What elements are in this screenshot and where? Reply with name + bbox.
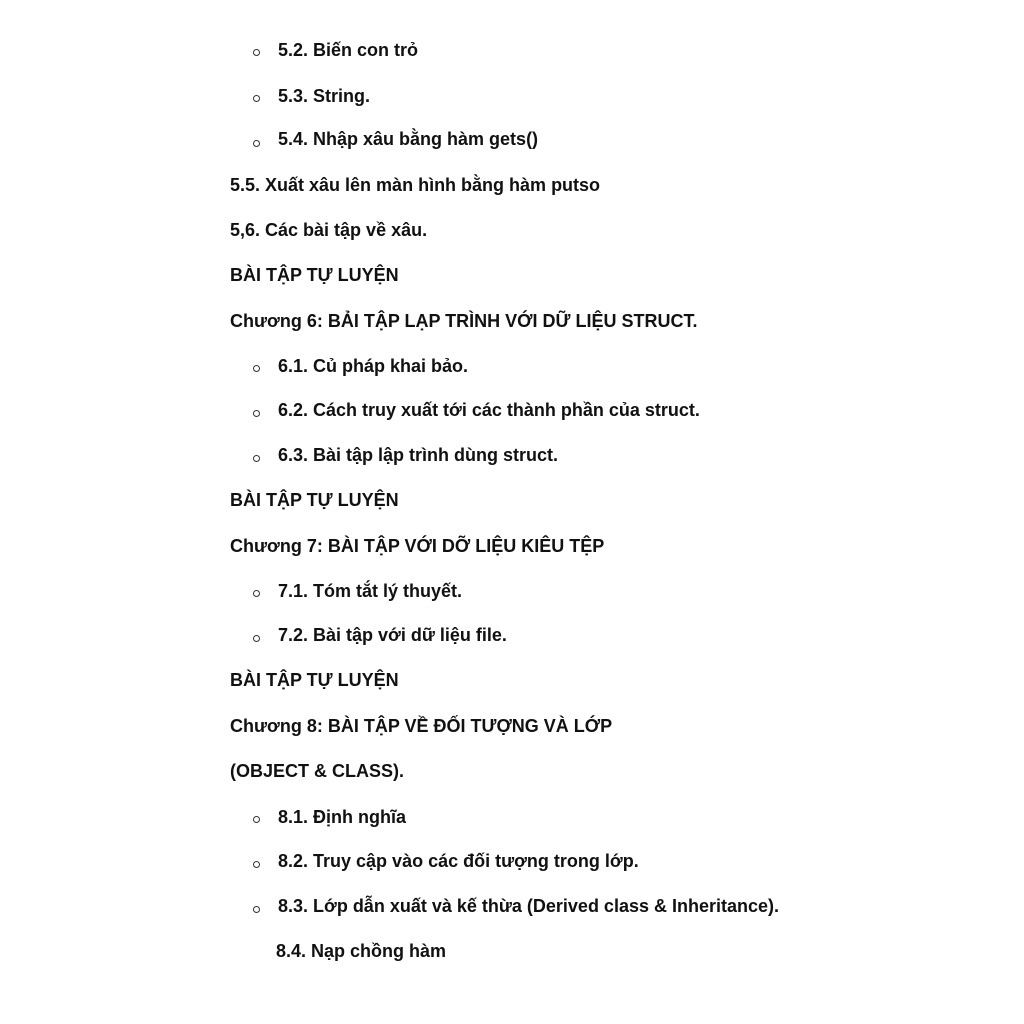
section-practice-heading: BÀI TẬP TỰ LUYỆN xyxy=(230,670,399,690)
bullet-icon xyxy=(253,861,260,868)
chapter-6-heading: Chương 6: BẢI TẬP LẠP TRÌNH VỚI DỮ LIỆU STRUCT. xyxy=(230,311,698,331)
bullet-icon xyxy=(253,635,260,642)
toc-item-7-2: 7.2. Bài tập với dữ liệu file. xyxy=(278,625,507,645)
toc-item-8-2: 8.2. Truy cập vào các đối tượng trong lớp. xyxy=(278,851,639,871)
bullet-icon xyxy=(253,455,260,462)
toc-item-5-4: 5.4. Nhập xâu bằng hàm gets() xyxy=(278,129,539,149)
bullet-icon xyxy=(253,816,260,823)
toc-item-5-3: 5.3. String. xyxy=(278,86,371,106)
toc-item-8-3: 8.3. Lớp dẫn xuất và kế thừa (Derived class & Inheritance). xyxy=(278,896,780,916)
bullet-icon xyxy=(253,590,260,597)
toc-item-6-2: 6.2. Cách truy xuất tới các thành phần của struct. xyxy=(278,400,700,420)
bullet-icon xyxy=(253,906,260,913)
toc-item-6-1: 6.1. Củ pháp khai bảo. xyxy=(278,356,469,376)
toc-item-6-3: 6.3. Bài tập lập trình dùng struct. xyxy=(278,445,559,465)
bullet-icon xyxy=(253,140,260,147)
bullet-icon xyxy=(253,95,260,102)
chapter-7-heading: Chương 7: BÀI TẬP VỚI DỠ LIỆU KIÊU TỆP xyxy=(230,536,605,556)
toc-item-5-6: 5,6. Các bài tập về xâu. xyxy=(230,220,428,240)
section-practice-heading: BÀI TẬP TỰ LUYỆN xyxy=(230,265,399,285)
chapter-8-subtitle: (OBJECT & CLASS). xyxy=(230,761,405,781)
bullet-icon xyxy=(253,49,260,56)
toc-item-5-5: 5.5. Xuất xâu lên màn hình bằng hàm putso xyxy=(230,175,601,195)
toc-item-5-2: 5.2. Biến con trỏ xyxy=(278,40,419,60)
bullet-icon xyxy=(253,365,260,372)
toc-item-8-4: 8.4. Nạp chồng hàm xyxy=(276,941,447,961)
chapter-8-heading: Chương 8: BÀI TẬP VỀ ĐỐI TƯỢNG VÀ LỚP xyxy=(230,716,613,736)
toc-item-7-1: 7.1. Tóm tắt lý thuyết. xyxy=(278,581,463,601)
toc-item-8-1: 8.1. Định nghĩa xyxy=(278,807,407,827)
section-practice-heading: BÀI TẬP TỰ LUYỆN xyxy=(230,490,399,510)
bullet-icon xyxy=(253,410,260,417)
